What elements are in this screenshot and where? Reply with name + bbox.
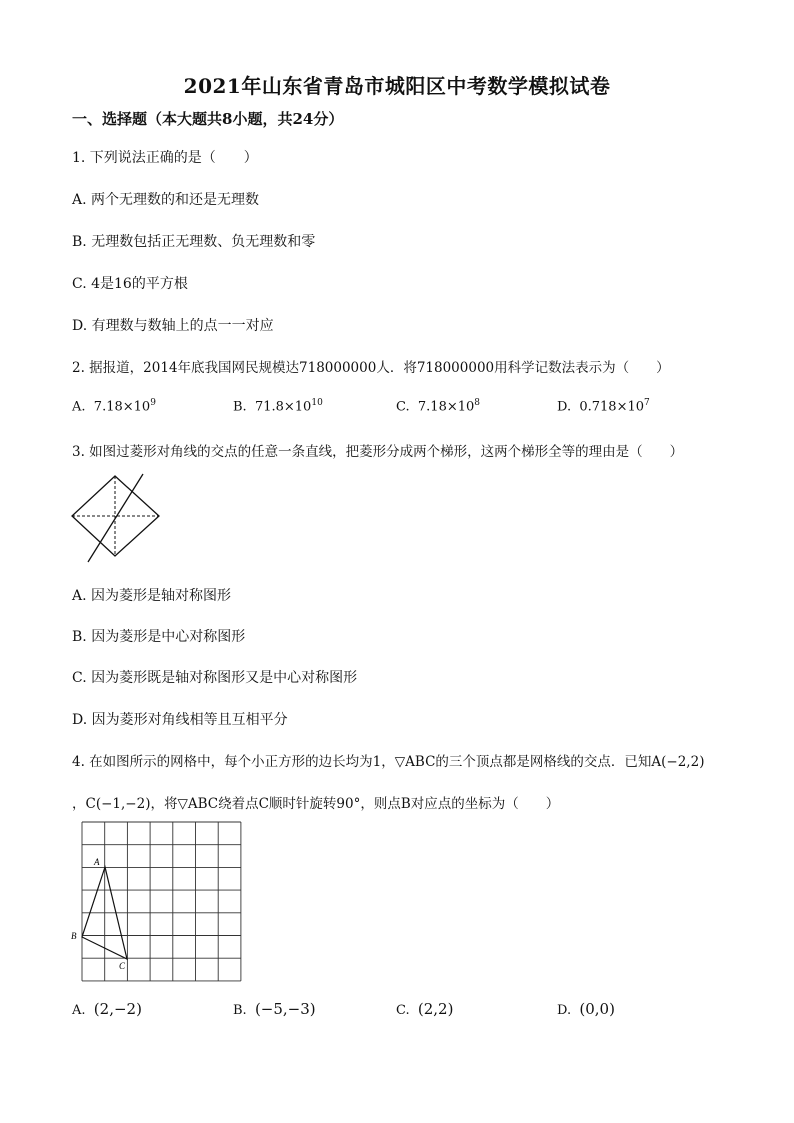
q1-option-d: D. 有理数与数轴上的点一一对应 [72,318,274,334]
q2-option-b: B. $71.8\times 10^{10}$ [233,398,323,415]
q1-stem: 1. 下列说法正确的是（ ） [72,150,258,166]
vertex-a-label: A [94,857,100,867]
q4-option-b: B. (−5,−3) [233,1000,316,1018]
vertex-c-label: C [119,961,126,971]
grid-lines [82,822,241,981]
q1-option-a: A. 两个无理数的和还是无理数 [72,192,260,208]
q2-option-c: C. $7.18\times 10^8$ [396,398,481,415]
q2-stem: 2. 据报道，2014年底我国网民规模达718000000人．将718000000用科学记数法表示为（ ） [72,360,670,376]
q4-stem-line2: ，C(−1,−2)，将▽ABC绕着点C顺时针旋转90°，则点B对应点的坐标为（ ） [72,796,560,812]
q4-option-a: A. (2,−2) [72,1000,142,1018]
q3-option-d: D. 因为菱形对角线相等且互相平分 [72,712,288,728]
q3-stem: 3. 如图过菱形对角线的交点的任意一条直线，把菱形分成两个梯形，这两个梯形全等的理由是（ ） [72,444,684,460]
q3-option-c: C. 因为菱形既是轴对称图形又是中心对称图形 [72,670,358,686]
exam-title: 2021年山东省青岛市城阳区中考数学模拟试卷 [183,74,611,98]
q1-option-c: C. 4是16的平方根 [72,276,188,292]
q2-option-a: A. $7.18\times 10^9$ [72,398,156,415]
vertex-b-label: B [71,931,77,941]
q1-option-b: B. 无理数包括正无理数、负无理数和零 [72,234,316,250]
q4-option-c: C. (2,2) [396,1000,454,1018]
grid-figure [68,818,248,988]
q4-option-d: D. (0,0) [557,1000,615,1018]
q2-option-d: D. $0.718\times 10^7$ [557,398,650,415]
section-heading: 一、选择题（本大题共8小题，共24分） [72,110,344,128]
q3-option-b: B. 因为菱形是中心对称图形 [72,629,246,645]
q4-stem-line1: 4. 在如图所示的网格中，每个小正方形的边长均为1，▽ABC的三个顶点都是网格线的交点．已知A(−2,2) [72,754,705,770]
q3-option-a: A. 因为菱形是轴对称图形 [72,588,232,604]
rhombus-figure [66,470,166,565]
